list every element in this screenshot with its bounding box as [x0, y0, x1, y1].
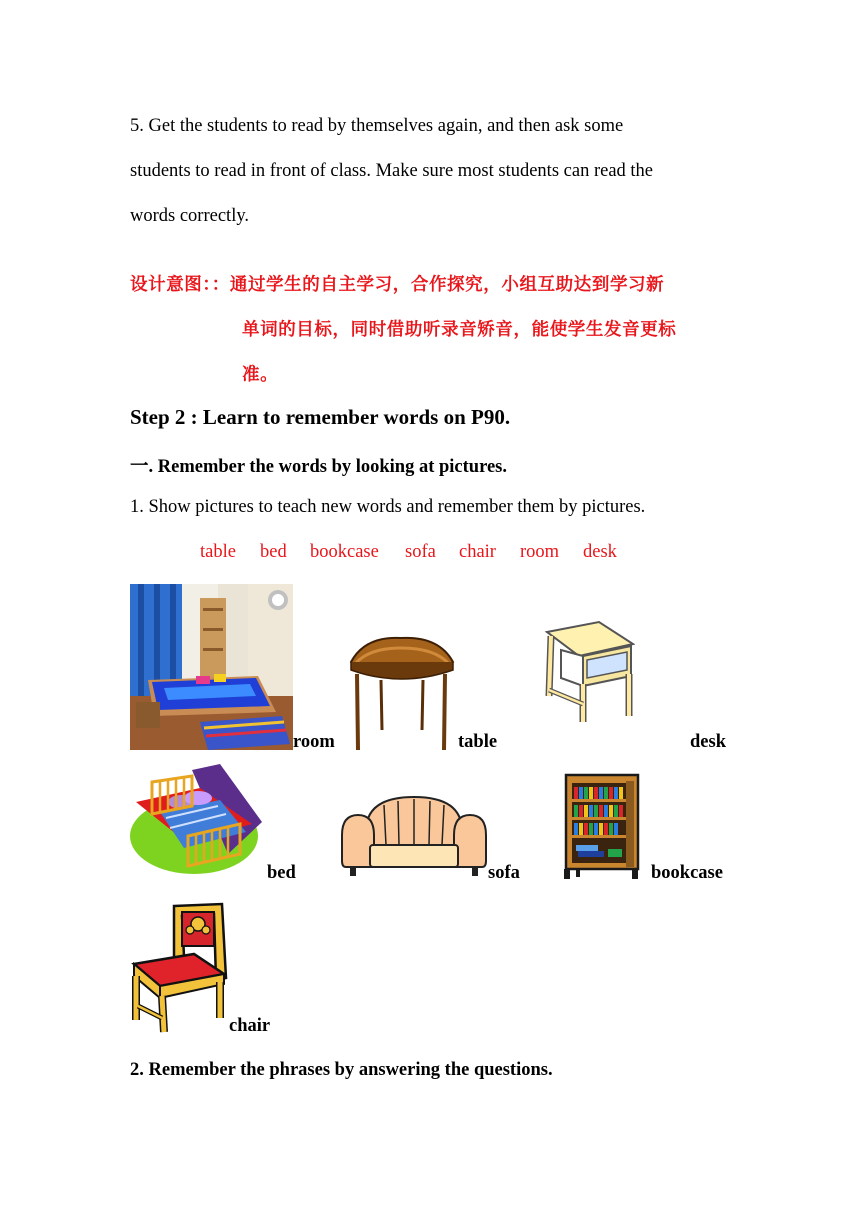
vocab-list	[0, 542, 860, 568]
desk-image	[543, 620, 635, 724]
room-image	[130, 584, 293, 750]
label-bed: bed	[267, 863, 296, 883]
design-intent-line: 单词的目标，同时借助听录音矫音，能使学生发音更标	[242, 320, 677, 340]
design-intent-line: 设计意图：：通过学生的自主学习，合作探究，小组互助达到学习新	[130, 275, 665, 295]
label-room: room	[293, 732, 335, 752]
section1-heading: 一. Remember the words by looking at pictures.	[130, 457, 508, 477]
bed-image	[130, 762, 265, 877]
vocab-word: desk	[583, 542, 617, 562]
chair-image	[130, 902, 228, 1034]
sofa-image	[340, 795, 488, 877]
bookcase-image	[562, 773, 640, 881]
vocab-word: table	[200, 542, 236, 562]
vocab-word: chair	[459, 542, 496, 562]
design-intent-line: 准。	[242, 365, 279, 385]
vocab-word: bed	[260, 542, 287, 562]
label-table: table	[458, 732, 498, 752]
item2-text: 2. Remember the phrases by answering the questions.	[130, 1060, 553, 1080]
vocab-word: sofa	[405, 542, 436, 562]
label-desk: desk	[690, 732, 726, 752]
label-sofa: sofa	[488, 863, 520, 883]
paragraph-line: 5. Get the students to read by themselves again, and then ask some	[130, 116, 624, 136]
paragraph-line: students to read in front of class. Make sure most students can read the	[130, 161, 654, 181]
table-image	[345, 634, 458, 752]
step2-heading: Step 2 : Learn to remember words on P90.	[130, 405, 511, 429]
vocab-word: bookcase	[310, 542, 379, 562]
paragraph-line: words correctly.	[130, 206, 250, 226]
vocab-word: room	[520, 542, 560, 562]
label-chair: chair	[229, 1016, 271, 1036]
item1-text: 1. Show pictures to teach new words and remember them by pictures.	[130, 497, 646, 517]
label-bookcase: bookcase	[651, 863, 723, 883]
